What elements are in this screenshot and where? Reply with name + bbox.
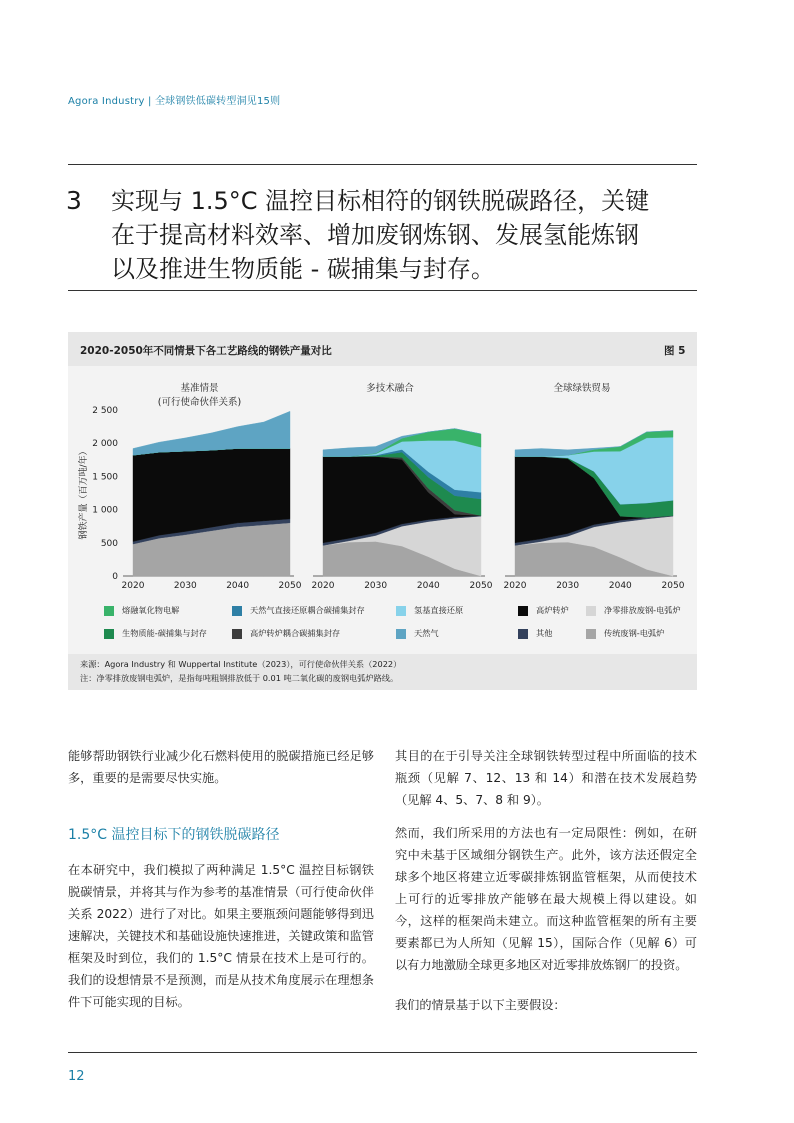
x-tick-label: 2050 [469, 581, 493, 591]
legend-swatch [104, 606, 114, 616]
y-tick-label: 1 000 [92, 505, 118, 516]
body-paragraph: 在本研究中，我们模拟了两种满足 1.5°C 温控目标钢铁脱碳情景，并将其与作为参考的基准情景（可行使命伙伴关系 2022）进行了对比。如果主要瓶颈问题能够得到迅速解决，关键技术和基础设施快速推进，关键政策和监管框架及时到位，我们的 1.5°C 情景在技术上是可行的。我们的设想情景不是预测，而是从技术角度展示在理想条件下可能实现的目标。 [68, 863, 374, 1009]
legend-item [518, 628, 586, 639]
y-axis-label: 钢铁产量（百万吨/年） [79, 446, 89, 540]
y-tick-label: 1 500 [92, 472, 118, 483]
legend-item [232, 605, 396, 616]
x-tick-label: 2020 [311, 581, 335, 591]
legend-item [104, 628, 232, 639]
legend-row-2 [104, 628, 664, 639]
legend-label: 传统废钢-电弧炉 [604, 628, 665, 638]
body-paragraph: 我们的情景基于以下主要假设： [395, 998, 566, 1012]
body-paragraph: 其目的在于引导关注全球钢铁转型过程中所面临的技术瓶颈（见解 7、12、13 和 14）和潜在技术发展趋势（见解 4、5、7、8 和 9）。 [395, 749, 697, 807]
x-tick-label: 2050 [661, 581, 685, 591]
legend-item [518, 605, 586, 616]
x-tick-label: 2020 [503, 581, 527, 591]
subsection-heading: 1.5°C 温控目标下的钢铁脱碳路径 [68, 827, 280, 843]
legend-label: 氢基直接还原 [414, 605, 464, 615]
legend-item [232, 628, 396, 639]
section-title-line: 在于提高材料效率、增加废钢炼钢、发展氢能炼钢 [111, 221, 639, 249]
legend-item [396, 605, 518, 616]
legend-swatch [104, 629, 114, 639]
legend-label: 天然气直接还原耦合碳捕集封存 [250, 605, 365, 615]
legend-item [104, 605, 232, 616]
x-tick-label: 2030 [173, 581, 197, 591]
legend-swatch [518, 629, 528, 639]
legend-swatch [586, 606, 596, 616]
legend-item [586, 605, 681, 616]
legend-label: 熔融氧化物电解 [122, 605, 180, 615]
legend-swatch [396, 629, 406, 639]
legend-label: 天然气 [414, 628, 439, 638]
report-header: Agora Industry | 全球钢铁低碳转型洞见15则 [68, 96, 281, 107]
legend-label: 净零排放废钢-电弧炉 [604, 605, 681, 615]
y-tick-label: 500 [100, 538, 118, 549]
legend-swatch [232, 629, 242, 639]
y-tick-label: 0 [112, 572, 118, 582]
x-tick-label: 2030 [364, 581, 388, 591]
panel-title: (可行使命伙伴关系) [157, 397, 242, 408]
x-tick-label: 2040 [608, 581, 632, 591]
bottom-rule [68, 1052, 697, 1053]
legend-swatch [518, 606, 528, 616]
y-tick-label: 2 000 [92, 439, 118, 450]
y-tick-label: 2 500 [92, 406, 118, 416]
figure-source: 来源：Agora Industry 和 Wuppertal Institute（2023），可行使命伙伴关系（2022） [80, 659, 402, 669]
section-number: 3 [66, 186, 82, 215]
legend-label: 高炉转炉 [536, 605, 569, 615]
panel-title: 全球绿铁贸易 [553, 383, 611, 394]
page-number: 12 [68, 1069, 85, 1084]
legend-item [586, 628, 664, 639]
section-title-line: 以及推进生物质能 - 碳捕集与封存。 [111, 255, 495, 283]
panel-title: 多技术融合 [366, 383, 414, 394]
figure-label: 图 5 [664, 345, 686, 357]
x-tick-label: 2050 [278, 581, 302, 591]
legend-label: 其他 [536, 628, 553, 638]
legend-label: 高炉转炉耦合碳捕集封存 [250, 628, 341, 638]
legend-swatch [232, 606, 242, 616]
x-tick-label: 2020 [121, 581, 145, 591]
legend-item [396, 628, 518, 639]
figure-title: 2020-2050年不同情景下各工艺路线的钢铁产量对比 [80, 345, 332, 357]
legend-row-1 [104, 605, 681, 616]
intro-paragraph: 能够帮助钢铁行业减少化石燃料使用的脱碳措施已经足够多，重要的是需要尽快实施。 [68, 749, 374, 785]
x-tick-label: 2030 [556, 581, 580, 591]
legend-swatch [396, 606, 406, 616]
area-series [133, 411, 290, 455]
x-tick-label: 2040 [416, 581, 440, 591]
panel-title: 基准情景 [180, 383, 219, 394]
legend-swatch [586, 629, 596, 639]
legend-label: 生物质能-碳捕集与封存 [122, 628, 207, 638]
section-title-line: 实现与 1.5°C 温控目标相符的钢铁脱碳路径，关键 [111, 187, 650, 215]
figure-note: 注：净零排放废钢电弧炉，是指每吨粗钢排放低于 0.01 吨二氧化碳的废钢电弧炉路线。 [80, 673, 399, 683]
x-tick-label: 2040 [226, 581, 250, 591]
body-paragraph: 然而，我们所采用的方法也有一定局限性：例如，在研究中未基于区域细分钢铁生产。此外，该方法还假定全球多个地区将建立近零碳排炼钢监管框架，从而使技术上可行的近零排放产能够在最大规模上得以建设。如今，这样的框架尚未建立。而这种监管框架的所有主要要素都已为人所知（见解 15），国际合作（见解 6）可以有力地激励全球更多地区对近零排放炼钢厂的投资。 [395, 826, 697, 972]
